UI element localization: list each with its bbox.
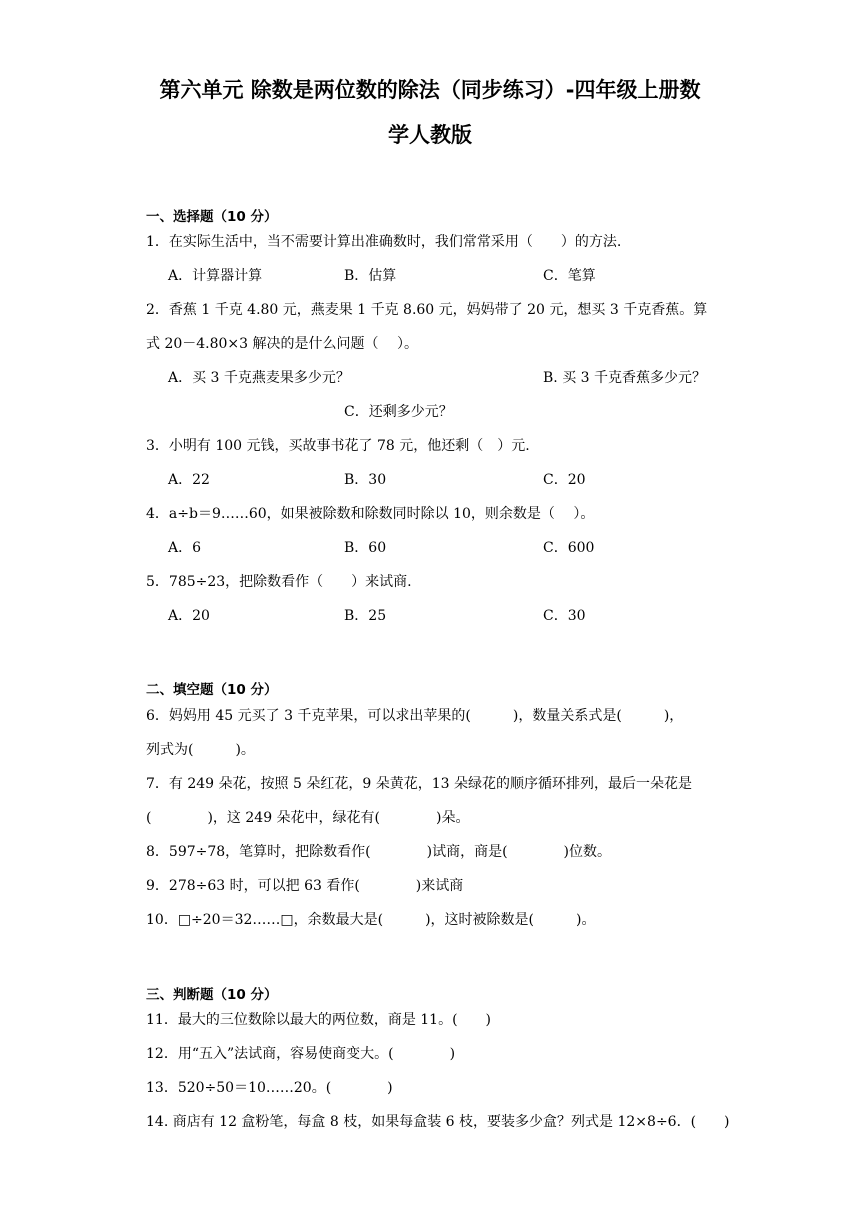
question-2-line-1: 2．香蕉 1 千克 4.80 元，燕麦果 1 千克 8.60 元，妈妈带了 20 元，想买 3 千克香蕉。算 [146, 302, 708, 318]
q4-option-c: C．600 [543, 540, 595, 556]
q3-option-a: A．22 [168, 472, 210, 488]
page-title-line-1: 第六单元 除数是两位数的除法（同步练习）-四年级上册数 [159, 78, 701, 102]
question-2-line-2: 式 20－4.80×3 解决的是什么问题（ ）。 [146, 336, 418, 352]
question-7-line-1: 7．有 249 朵花，按照 5 朵红花，9 朵黄花，13 朵绿花的顺序循环排列，最后一朵花是 [146, 776, 692, 792]
q4-option-a: A．6 [168, 540, 202, 556]
q3-option-c: C．20 [543, 472, 586, 488]
q2-option-a: A．买 3 千克燕麦果多少元？ [168, 370, 350, 386]
q3-option-b: B．30 [344, 472, 387, 488]
question-5: 5．785÷23，把除数看作（ ）来试商. [146, 574, 412, 590]
question-6-line-2: 列式为( )。 [146, 742, 255, 758]
q2-option-b: B. 买 3 千克香蕉多少元？ [543, 370, 706, 386]
question-4: 4．a÷b＝9……60，如果被除数和除数同时除以 10，则余数是（ ）。 [146, 506, 595, 522]
q5-option-b: B．25 [344, 608, 387, 624]
question-3: 3．小明有 100 元钱，买故事书花了 78 元，他还剩（ ）元. [146, 438, 530, 454]
question-10: 10．□÷20＝32……□，余数最大是( )，这时被除数是( )。 [146, 912, 596, 928]
q1-option-b: B．估算 [344, 268, 397, 284]
section-heading-fill: 二、填空题（10 分） [146, 682, 278, 698]
question-12: 12．用“五入”法试商，容易使商变大。( ) [146, 1046, 456, 1062]
page-title-line-2: 学人教版 [388, 123, 472, 147]
question-7-line-2: ( )，这 249 朵花中，绿花有( )朵。 [146, 810, 470, 826]
section-heading-choice: 一、选择题（10 分） [146, 209, 278, 225]
q1-option-a: A．计算器计算 [168, 268, 263, 284]
q2-option-c: C．还剩多少元？ [344, 404, 453, 420]
question-14: 14. 商店有 12 盒粉笔，每盒 8 枝，如果每盒装 6 枝，要装多少盒？列式是 12×8÷6．( ) [146, 1114, 730, 1130]
question-1: 1．在实际生活中，当不需要计算出准确数时，我们常常采用（ ）的方法. [146, 234, 622, 250]
question-9: 9．278÷63 时，可以把 63 看作( )来试商 [146, 878, 464, 894]
q1-option-c: C．笔算 [543, 268, 596, 284]
q4-option-b: B．60 [344, 540, 387, 556]
section-heading-judge: 三、判断题（10 分） [146, 987, 278, 1003]
question-8: 8．597÷78，笔算时，把除数看作( )试商，商是( )位数。 [146, 844, 612, 860]
question-13: 13．520÷50＝10……20。( ) [146, 1080, 393, 1096]
q5-option-a: A．20 [168, 608, 210, 624]
q5-option-c: C．30 [543, 608, 586, 624]
question-6-line-1: 6．妈妈用 45 元买了 3 千克苹果，可以求出苹果的( )，数量关系式是( )， [146, 708, 684, 724]
question-11: 11．最大的三位数除以最大的两位数，商是 11。( ) [146, 1012, 492, 1028]
